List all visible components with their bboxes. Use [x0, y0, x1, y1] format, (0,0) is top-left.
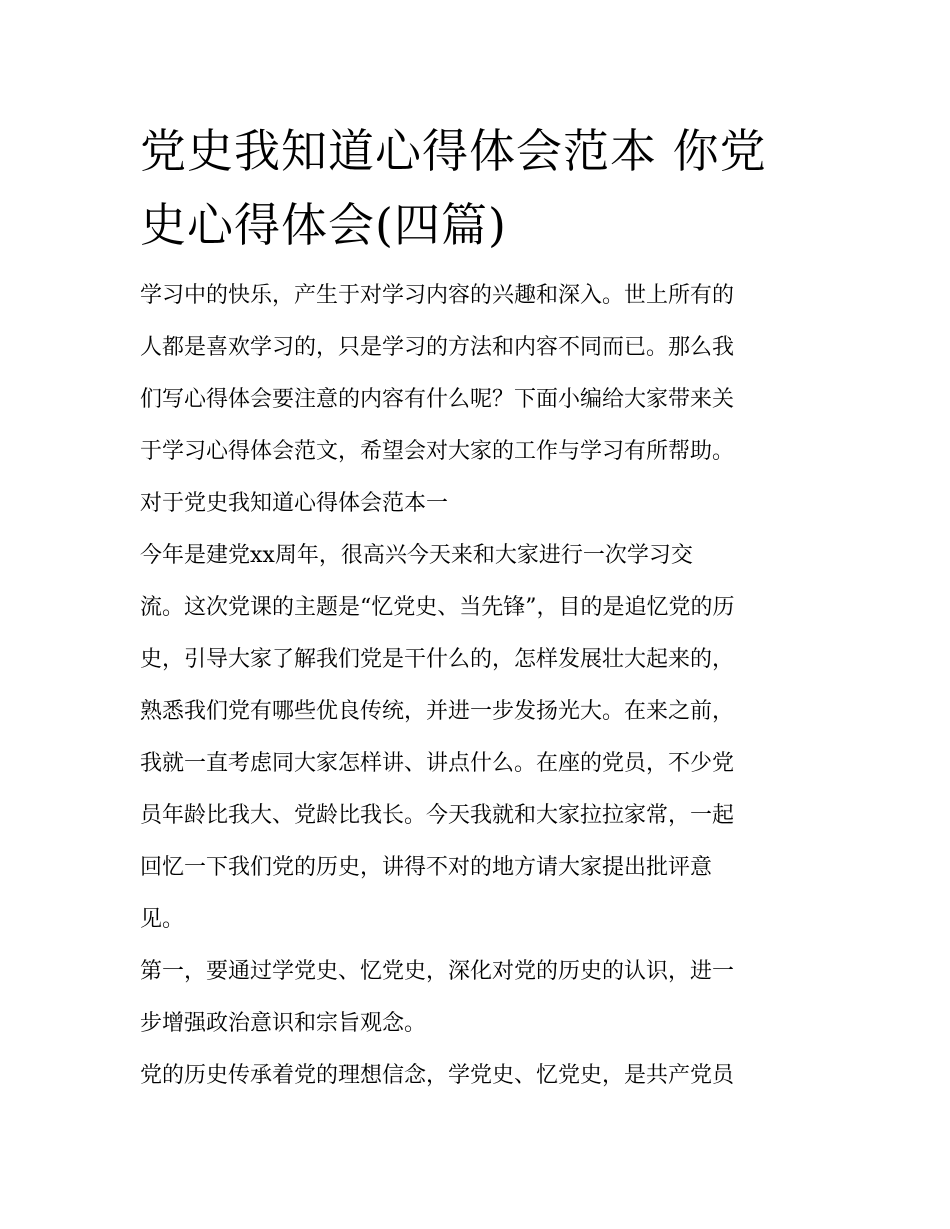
body-line: 学习中的快乐，产生于对学习内容的兴趣和深入。世上所有的 — [140, 283, 735, 308]
body-line: 流。这次党课的主题是“忆党史、当先锋”，目的是追忆党的历 — [140, 595, 735, 620]
body-line: 见。 — [140, 907, 185, 932]
title-line: 党史我知道心得体会范本 你党 — [140, 124, 767, 178]
document-body — [140, 280, 820, 1112]
body-line: 人都是喜欢学习的，只是学习的方法和内容不同而已。那么我 — [140, 335, 735, 360]
title-line: 史心得体会(四篇) — [140, 198, 507, 252]
body-line: 我就一直考虑同大家怎样讲、讲点什么。在座的党员，不少党 — [140, 751, 735, 776]
section-heading: 对于党史我知道心得体会范本一 — [140, 491, 449, 516]
body-line: 步增强政治意识和宗旨观念。 — [140, 1011, 427, 1036]
body-line: 于学习心得体会范文，希望会对大家的工作与学习有所帮助。 — [140, 439, 735, 464]
body-line: 们写心得体会要注意的内容有什么呢？下面小编给大家带来关 — [140, 387, 735, 412]
body-line: 第一，要通过学党史、忆党史，深化对党的历史的认识，进一 — [140, 959, 735, 984]
body-line: 员年龄比我大、党龄比我长。今天我就和大家拉拉家常，一起 — [140, 803, 735, 828]
body-line: 史，引导大家了解我们党是干什么的，怎样发展壮大起来的， — [140, 647, 735, 672]
body-line: 回忆一下我们党的历史，讲得不对的地方请大家提出批评意 — [140, 855, 713, 880]
document-title — [140, 114, 767, 262]
body-line: 熟悉我们党有哪些优良传统，并进一步发扬光大。在来之前， — [140, 699, 735, 724]
body-line: 今年是建党xx周年，很高兴今天来和大家进行一次学习交 — [140, 543, 693, 568]
body-line: 党的历史传承着党的理想信念，学党史、忆党史，是共产党员 — [140, 1063, 735, 1088]
